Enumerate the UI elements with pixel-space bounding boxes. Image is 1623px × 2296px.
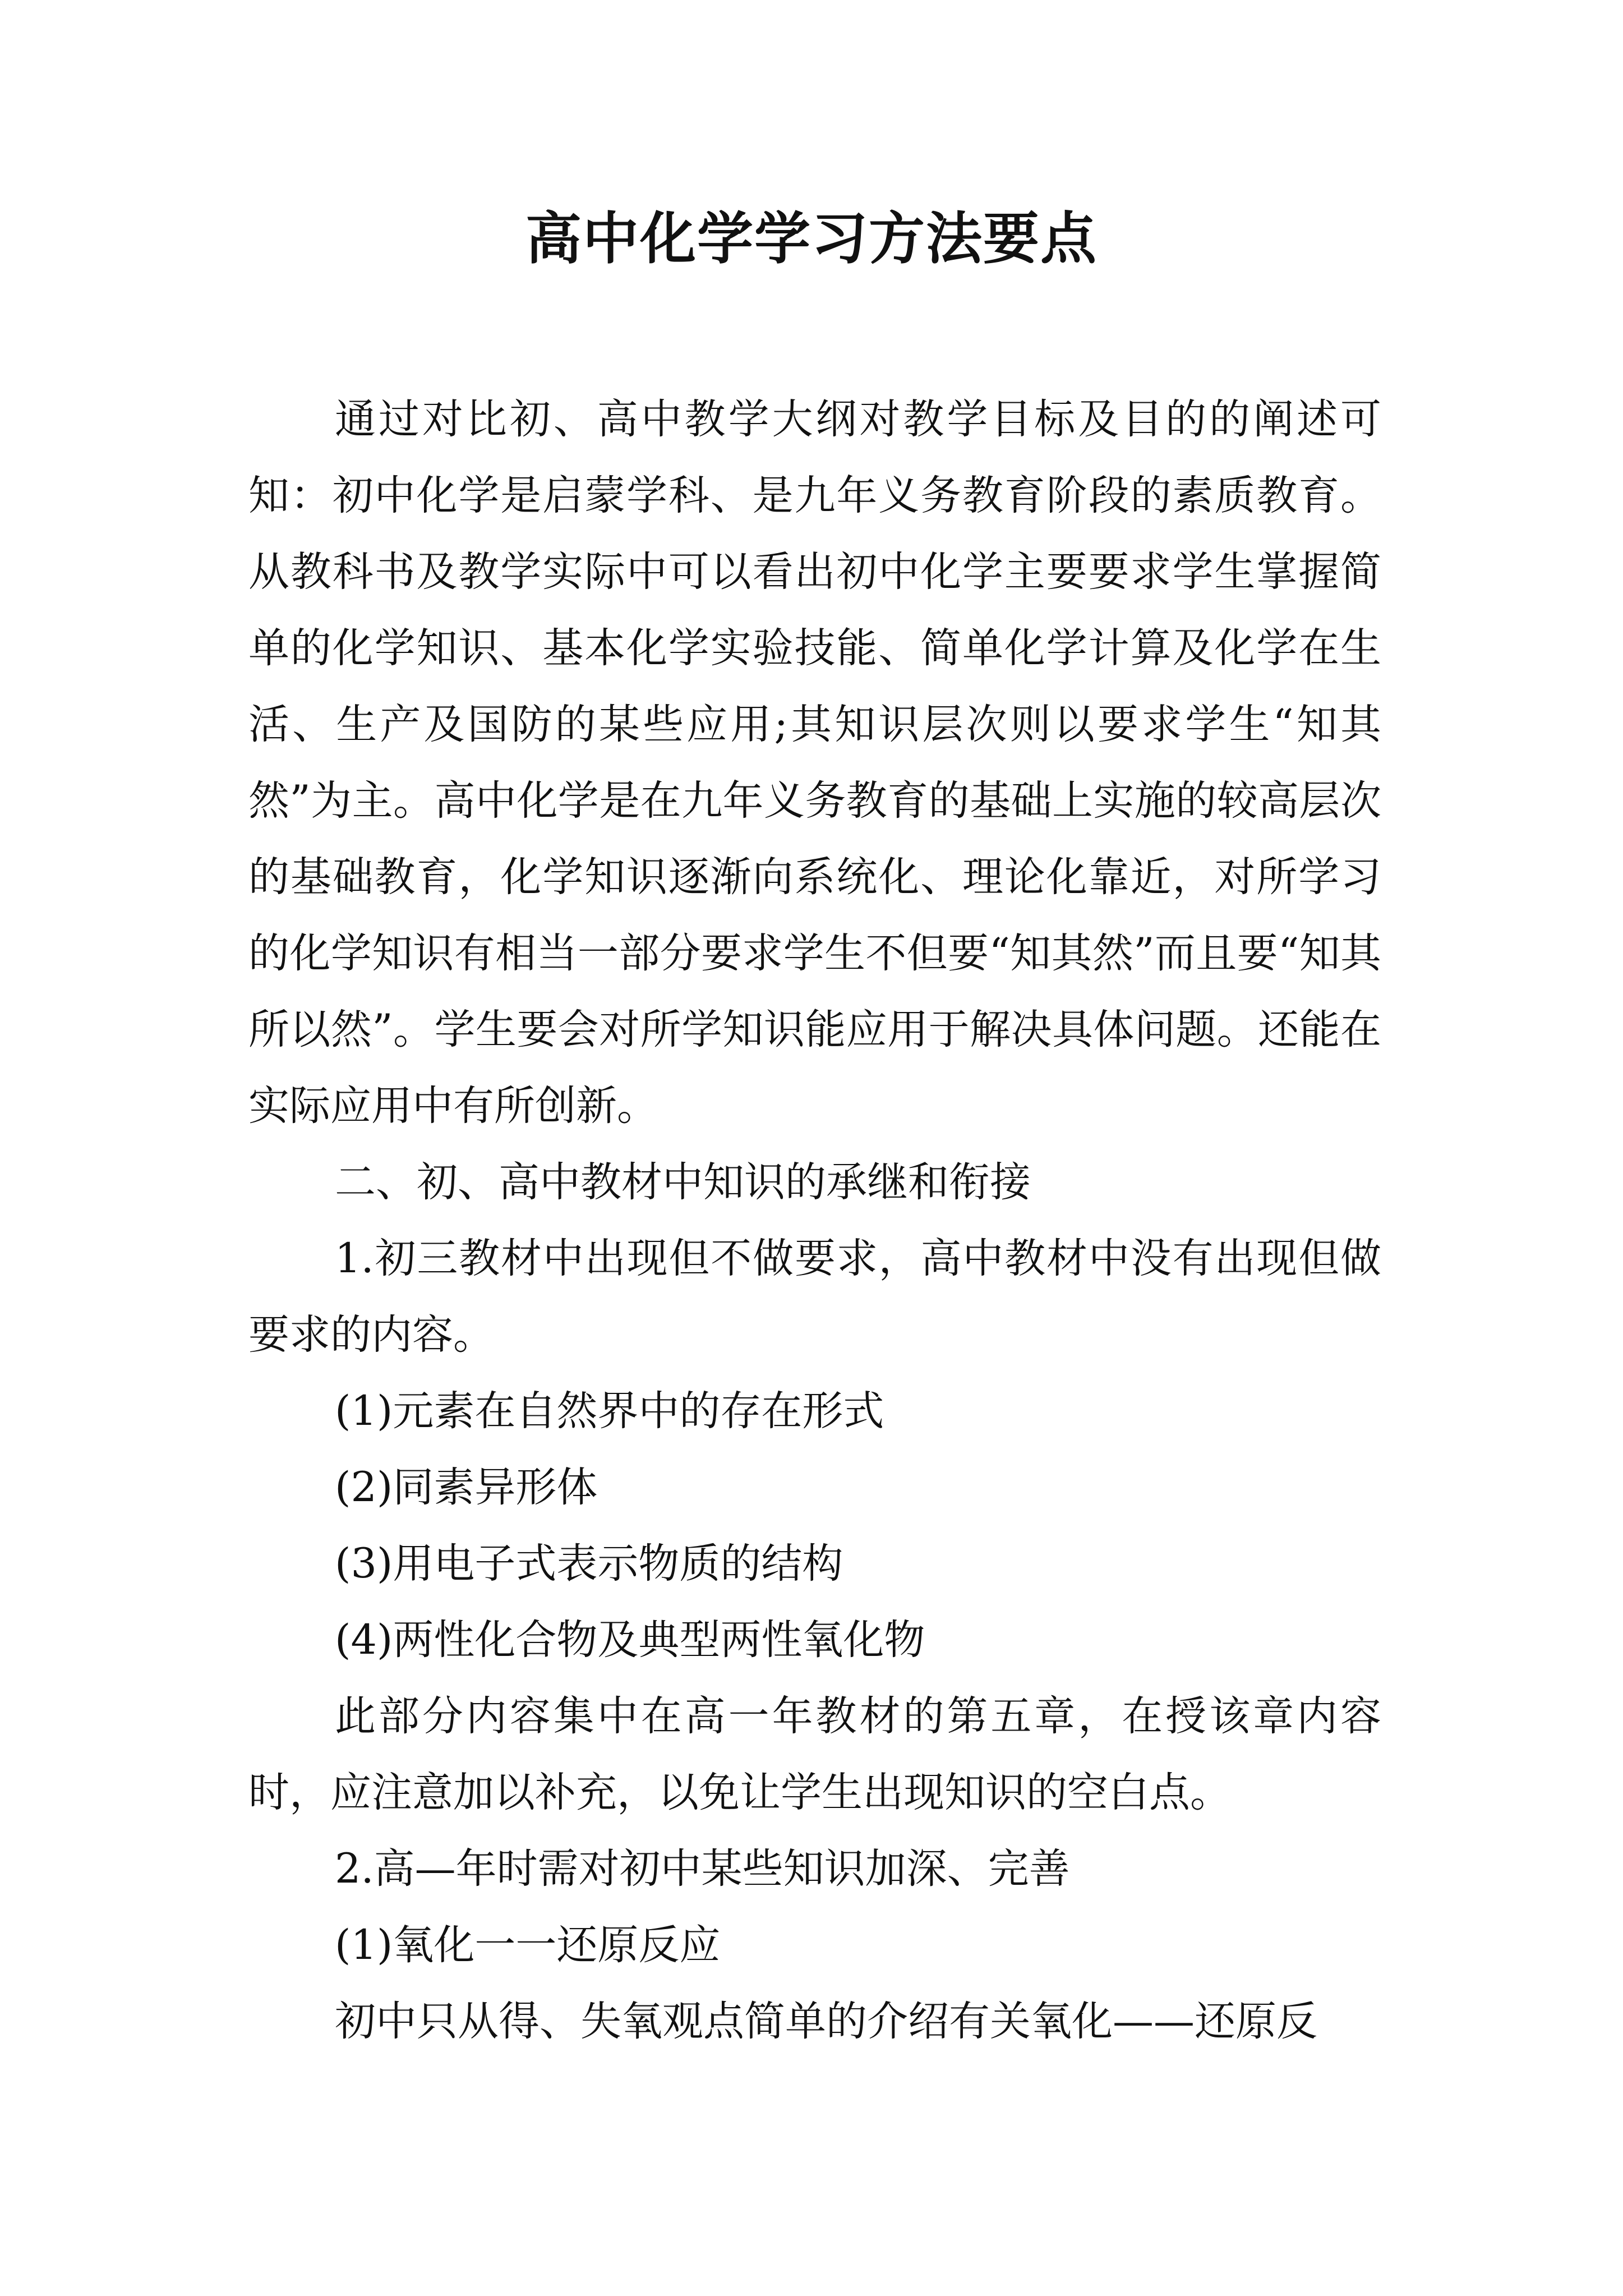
list-item: (4)两性化合物及典型两性氧化物 [335, 1616, 925, 1664]
list-item: (1)氧化一一还原反应 [335, 1921, 721, 1969]
paragraph-point-2: 2.高—年时需对初中某些知识加深、完善 [335, 1845, 1070, 1893]
paragraph-supplement: 此部分内容集中在高一年教材的第五章，在授该章内容时，应注意加以补充，以免让学生出现知识的空白点。 [248, 1692, 1381, 1816]
document-body [248, 381, 1381, 2060]
paragraph-redox-intro: 初中只从得、失氧观点简单的介绍有关氧化——还原反 [335, 1998, 1317, 2045]
list-item: (2)同素异形体 [335, 1464, 598, 1511]
section-heading: 二、初、高中教材中知识的承继和衔接 [335, 1158, 1031, 1206]
paragraph-intro: 通过对比初、高中教学大纲对教学目标及目的的阐述可知：初中化学是启蒙学科、是九年义务教育阶段的素质教育。从教科书及教学实际中可以看出初中化学主要要求学生掌握简单的化学知识、基本化学实验技能、简单化学计算及化学在生活、生产及国防的某些应用;其知识层次则以要求学生“知其然”为主。高中化学是在九年义务教育的基础上实施的较高层次的基础教育，化学知识逐渐向系统化、理论化靠近，对所学习的化学知识有相当一部分要求学生不但要“知其然”而且要“知其所以然”。学生要会对所学知识能应用于解决具体问题。还能在实际应用中有所创新。 [248, 395, 1381, 1130]
paragraph-point-1: 1.初三教材中出现但不做要求，高中教材中没有出现但做要求的内容。 [248, 1235, 1381, 1359]
list-item: (3)用电子式表示物质的结构 [335, 1540, 843, 1588]
document-title: 高中化学学习方法要点 [525, 205, 1098, 272]
list-item: (1)元素在自然界中的存在形式 [335, 1387, 884, 1435]
